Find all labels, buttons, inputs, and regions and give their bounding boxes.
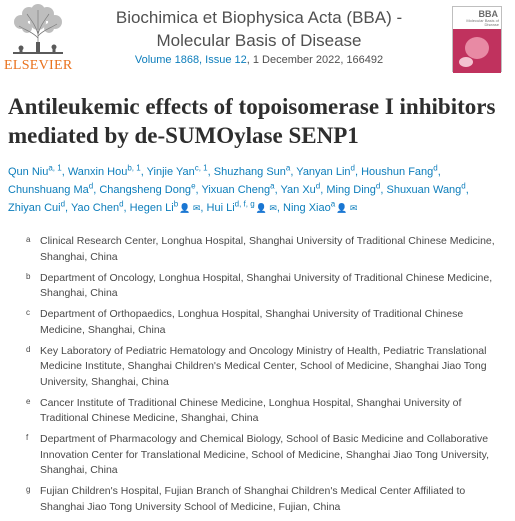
- affiliation-item: [26, 432, 506, 479]
- author-name: Yao Chen: [70, 202, 120, 214]
- cover-art: [453, 29, 501, 73]
- elsevier-wordmark: ELSEVIER: [4, 58, 73, 73]
- author-link[interactable]: [8, 163, 62, 178]
- author-contact-icons[interactable]: 👤 ✉: [336, 203, 358, 213]
- affiliation-text: Key Laboratory of Pediatric Hematology and Oncology Ministry of Health, Pediatric Translational Medicine Institute, Shanghai Children's Medical Center, School of Medicine, Shanghai Jiao Tong University, Shanghai, China: [40, 344, 487, 388]
- author-affiliation-marker: d: [119, 199, 124, 209]
- article-title: Antileukemic effects of topoisomerase I inhibitors mediated by de-SUMOylase SENP1: [8, 94, 496, 148]
- author-affiliation-marker: e: [191, 181, 196, 191]
- affiliation-text: Department of Oncology, Longhua Hospital, Shanghai University of Traditional Chinese Medicine, Shanghai, China: [40, 271, 493, 299]
- author-affiliation-marker: d: [88, 181, 94, 191]
- author-link[interactable]: [296, 163, 355, 178]
- author-name: Ming Ding: [326, 184, 376, 196]
- author-affiliation-marker: a: [270, 181, 275, 191]
- affiliation-label: a: [26, 235, 31, 244]
- affiliation-text: Fujian Children's Hospital, Fujian Branch of Shanghai Children's Medical Center Affiliated to Shanghai Jiao Tong University School of Medicine, Fujian, China: [40, 485, 466, 513]
- author-name: Wanxin Hou: [67, 166, 128, 178]
- affiliation-item: [26, 271, 506, 302]
- author-affiliation-marker: b: [173, 199, 179, 209]
- author-contact-icons[interactable]: 👤 ✉: [255, 203, 277, 213]
- author-link[interactable]: [99, 181, 196, 196]
- affiliation-item: [26, 307, 506, 338]
- author-name: Zhiyan Cui: [8, 202, 61, 214]
- author-name: Houshun Fang: [361, 166, 434, 178]
- author-affiliation-marker: d: [375, 181, 381, 191]
- affiliation-text: Department of Orthopaedics, Longhua Hospital, Shanghai University of Traditional Chinese Medicine, Shanghai, China: [40, 308, 464, 336]
- author-link[interactable]: [361, 163, 438, 178]
- author-affiliation-marker: a: [330, 199, 336, 209]
- author-name: Hui Li: [206, 202, 235, 214]
- author-name: Yixuan Cheng: [201, 184, 271, 196]
- author-affiliation-marker: d: [315, 181, 321, 191]
- author-affiliation-marker: d: [350, 163, 355, 173]
- author-list: Qun Niu$^{a, 1}$, Wanxin Hou$^{b, 1}$, Yinjie Yan$^{c, 1}$, Shuzhang Sun$^a$, Yanyan Lin$^d$, Houshun Fang$^d$, Chunshuang Ma$^d$, Changsheng Dong$^e$, Yixuan Cheng$^a$, Yan Xu$^d$, Ming Ding$^d$, Shuxuan Wang$^d$, Zhiyan Cui$^d$, Yao Chen$^d$, Hegen Li$^b$👤 ✉, Hui Li$^{d, f, g}$👤 ✉, Ning Xiao$^a$👤 ✉: [8, 163, 469, 214]
- author-name: Qun Niu: [8, 166, 49, 178]
- author-link[interactable]: [206, 199, 277, 214]
- author-affiliation-marker: d: [461, 181, 466, 191]
- author-name: Shuxuan Wang: [386, 184, 462, 196]
- author-name: Ning Xiao: [283, 202, 331, 214]
- journal-title-link[interactable]: Biochimica et Biophysica Acta (BBA) - Molecular Basis of Disease: [115, 8, 403, 50]
- author-contact-icons[interactable]: 👤 ✉: [179, 203, 201, 213]
- affiliation-label: e: [26, 396, 31, 406]
- author-link[interactable]: [386, 181, 466, 196]
- author-link[interactable]: [283, 199, 358, 214]
- journal-info: [78, 6, 440, 66]
- author-affiliation-marker: d: [433, 163, 438, 173]
- author-name: Hegen Li: [129, 202, 174, 214]
- journal-title[interactable]: [78, 6, 440, 52]
- author-link[interactable]: [326, 181, 381, 196]
- author-link[interactable]: [213, 163, 291, 178]
- affiliation-item: [26, 234, 506, 265]
- elsevier-logo[interactable]: [4, 4, 72, 74]
- author-link[interactable]: [129, 199, 201, 214]
- author-link[interactable]: [8, 199, 66, 214]
- journal-header: [0, 0, 515, 78]
- affiliation-label: c: [26, 308, 30, 317]
- cover-art-shape: [465, 37, 489, 59]
- journal-cover-thumbnail[interactable]: [452, 6, 502, 72]
- author-name: Changsheng Dong: [99, 184, 192, 196]
- affiliation-item: [26, 484, 506, 515]
- affiliation-label: d: [26, 344, 31, 354]
- author-link[interactable]: [67, 163, 141, 178]
- author-affiliation-marker: c, 1: [194, 163, 208, 173]
- cover-abbrev: BBA: [478, 9, 498, 19]
- affiliation-label: g: [26, 485, 31, 494]
- author-affiliation-marker: a, 1: [48, 163, 62, 173]
- citation-line: [78, 54, 440, 66]
- author-link[interactable]: [280, 181, 321, 196]
- author-name: Yan Xu: [280, 184, 316, 196]
- citation-date: , 1 December 2022, 166492: [246, 54, 384, 66]
- author-affiliation-marker: d: [60, 199, 66, 209]
- cover-art-shape: [459, 57, 473, 67]
- author-link[interactable]: [201, 181, 275, 196]
- author-affiliation-marker: a: [285, 163, 291, 173]
- affiliation-label: f: [26, 433, 29, 442]
- affiliation-text: Clinical Research Center, Longhua Hospital, Shanghai University of Traditional Chinese Medicine, Shanghai, China: [40, 235, 495, 263]
- affiliation-item: [26, 344, 506, 391]
- author-link[interactable]: [8, 181, 94, 196]
- affiliation-text: Cancer Institute of Traditional Chinese Medicine, Longhua Hospital, Shanghai University of Traditional Chinese Medicine, Shanghai, China: [40, 396, 462, 424]
- author-name: Yanyan Lin: [296, 166, 351, 178]
- author-name: Shuzhang Sun: [213, 166, 286, 178]
- cover-subtitle: Molecular Basis of Disease: [466, 18, 499, 27]
- volume-issue-link[interactable]: Volume 1868, Issue 12: [134, 54, 247, 66]
- author-name: Yinjie Yan: [146, 166, 195, 178]
- author-name: Chunshuang Ma: [8, 184, 89, 196]
- elsevier-tree-icon: [7, 4, 69, 56]
- affiliation-list: [26, 234, 506, 521]
- affiliation-label: b: [26, 271, 31, 281]
- author-affiliation-marker: d, f, g: [234, 199, 255, 209]
- author-link[interactable]: [146, 163, 208, 178]
- affiliation-text: Department of Pharmacology and Chemical Biology, School of Basic Medicine and Collaborative Innovation Center for Translational Medicine, School of Medicine, Shanghai Jiao Tong University, Shanghai, China: [40, 433, 490, 476]
- author-link[interactable]: [70, 199, 124, 214]
- affiliation-item: [26, 396, 506, 427]
- author-affiliation-marker: b, 1: [127, 163, 141, 173]
